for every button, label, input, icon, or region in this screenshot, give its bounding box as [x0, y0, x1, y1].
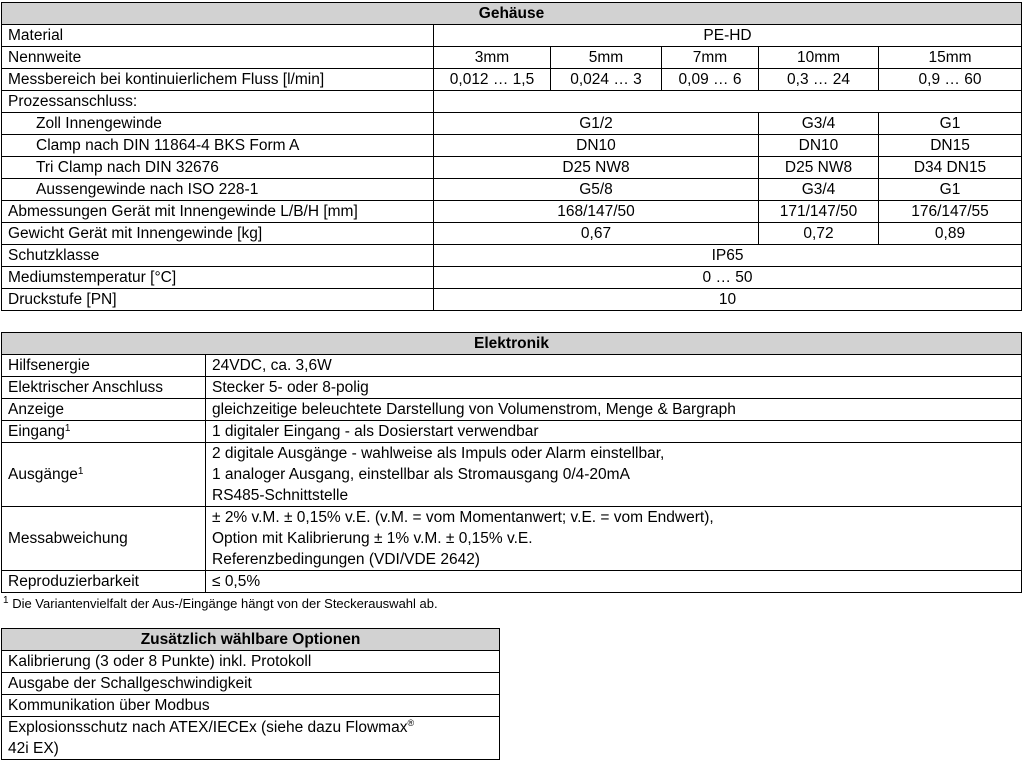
zoll-large-value: G1	[879, 113, 1022, 135]
table-row	[2, 179, 1022, 201]
row-label-hilfsenergie: Hilfsenergie	[2, 355, 206, 377]
table-row	[2, 245, 1022, 267]
table-row	[2, 673, 500, 695]
clamp-mid-value: DN10	[759, 135, 879, 157]
ausgaenge-line: RS485-Schnittstelle	[212, 487, 349, 504]
schutzklasse-value: IP65	[434, 245, 1022, 267]
gehaeuse-table	[1, 2, 1022, 311]
triclamp-large-value: D34 DN15	[879, 157, 1022, 179]
row-label-material: Material	[2, 25, 434, 47]
row-label-mediumstemperatur: Mediumstemperatur [°C]	[2, 267, 434, 289]
table-row	[2, 157, 1022, 179]
ausgaenge-line: 2 digitale Ausgänge - wahlweise als Impuls oder Alarm einstellbar,	[212, 445, 665, 462]
aussengewinde-mid-value: G3/4	[759, 179, 879, 201]
table-row	[2, 113, 1022, 135]
elektronik-header-row	[2, 333, 1022, 355]
table-row	[2, 47, 1022, 69]
row-label-aussengewinde: Aussengewinde nach ISO 228-1	[2, 179, 434, 201]
ausgaenge-value	[206, 443, 1022, 507]
ausgaenge-line: 1 analoger Ausgang, einstellbar als Stromausgang 0/4-20mA	[212, 466, 630, 483]
row-label-messabweichung: Messabweichung	[2, 507, 206, 571]
table-row	[2, 695, 500, 717]
eingang-value: 1 digitaler Eingang - als Dosierstart verwendbar	[206, 421, 1022, 443]
eingang-label-text: Eingang	[8, 422, 65, 440]
druckstufe-value: 10	[434, 289, 1022, 311]
table-row	[2, 25, 1022, 47]
row-label-nennweite: Nennweite	[2, 47, 434, 69]
table-row	[2, 91, 1022, 113]
footnote-marker: 1	[64, 422, 71, 434]
messabweichung-line: Option mit Kalibrierung ± 1% v.M. ± 0,15% v.E.	[212, 530, 533, 547]
row-label-zoll: Zoll Innengewinde	[2, 113, 434, 135]
messbereich-value: 0,012 … 1,5	[434, 69, 551, 91]
table-row	[2, 507, 1022, 571]
nennweite-value: 15mm	[879, 47, 1022, 69]
anschluss-value: Stecker 5- oder 8-polig	[206, 377, 1022, 399]
atex-text: Explosionsschutz nach ATEX/IECEx (siehe dazu Flowmax	[8, 719, 408, 736]
messbereich-value: 0,09 … 6	[662, 69, 759, 91]
registered-mark: ®	[407, 718, 415, 728]
clamp-small-value: DN10	[434, 135, 759, 157]
row-label-abmessungen: Abmessungen Gerät mit Innengewinde L/B/H [mm]	[2, 201, 434, 223]
zoll-mid-value: G3/4	[759, 113, 879, 135]
reproduzierbarkeit-value: ≤ 0,5%	[206, 571, 1022, 593]
messabweichung-line: ± 2% v.M. ± 0,15% v.E. (v.M. = vom Momentanwert; v.E. = vom Endwert),	[212, 509, 714, 526]
optionen-header-row	[2, 629, 500, 651]
table-row	[2, 571, 1022, 593]
option-item-atex	[2, 717, 500, 760]
gehaeuse-header-row	[2, 3, 1022, 25]
optionen-table	[1, 628, 500, 760]
gewicht-large-value: 0,89	[879, 223, 1022, 245]
gewicht-small-value: 0,67	[434, 223, 759, 245]
material-value: PE-HD	[434, 25, 1022, 47]
table-row	[2, 377, 1022, 399]
atex-text-continued: 42i EX)	[8, 740, 59, 757]
ausgaenge-label-text: Ausgänge	[8, 465, 78, 483]
hilfsenergie-value: 24VDC, ca. 3,6W	[206, 355, 1022, 377]
elektronik-table	[1, 332, 1022, 593]
table-row	[2, 267, 1022, 289]
row-label-gewicht: Gewicht Gerät mit Innengewinde [kg]	[2, 223, 434, 245]
table-row	[2, 223, 1022, 245]
row-label-reproduzierbarkeit: Reproduzierbarkeit	[2, 571, 206, 593]
table-row	[2, 717, 500, 760]
row-label-prozessanschluss: Prozessanschluss:	[2, 91, 434, 113]
triclamp-mid-value: D25 NW8	[759, 157, 879, 179]
gewicht-mid-value: 0,72	[759, 223, 879, 245]
nennweite-value: 3mm	[434, 47, 551, 69]
footnote	[3, 596, 438, 611]
table-row	[2, 651, 500, 673]
row-label-messbereich: Messbereich bei kontinuierlichem Fluss [l/min]	[2, 69, 434, 91]
aussengewinde-large-value: G1	[879, 179, 1022, 201]
messbereich-value: 0,9 … 60	[879, 69, 1022, 91]
clamp-large-value: DN15	[879, 135, 1022, 157]
nennweite-value: 10mm	[759, 47, 879, 69]
abmessungen-mid-value: 171/147/50	[759, 201, 879, 223]
anzeige-value: gleichzeitige beleuchtete Darstellung von Volumenstrom, Menge & Bargraph	[206, 399, 1022, 421]
table-row	[2, 201, 1022, 223]
abmessungen-small-value: 168/147/50	[434, 201, 759, 223]
empty-cell	[434, 91, 1022, 113]
nennweite-value: 5mm	[551, 47, 662, 69]
zoll-small-value: G1/2	[434, 113, 759, 135]
table-row	[2, 289, 1022, 311]
row-label-clamp: Clamp nach DIN 11864-4 BKS Form A	[2, 135, 434, 157]
footnote-text: Die Variantenvielfalt der Aus-/Eingänge hängt von der Steckerauswahl ab.	[12, 596, 438, 611]
footnote-marker: 1	[3, 595, 9, 606]
option-item: Ausgabe der Schallgeschwindigkeit	[2, 673, 500, 695]
mediumstemperatur-value: 0 … 50	[434, 267, 1022, 289]
aussengewinde-small-value: G5/8	[434, 179, 759, 201]
gehaeuse-title: Gehäuse	[2, 3, 1022, 25]
table-row	[2, 135, 1022, 157]
triclamp-small-value: D25 NW8	[434, 157, 759, 179]
table-row	[2, 443, 1022, 507]
table-row	[2, 355, 1022, 377]
row-label-triclamp: Tri Clamp nach DIN 32676	[2, 157, 434, 179]
messabweichung-line: Referenzbedingungen (VDI/VDE 2642)	[212, 551, 480, 568]
nennweite-value: 7mm	[662, 47, 759, 69]
table-row	[2, 399, 1022, 421]
table-row	[2, 421, 1022, 443]
optionen-title: Zusätzlich wählbare Optionen	[2, 629, 500, 651]
option-item: Kommunikation über Modbus	[2, 695, 500, 717]
row-label-ausgaenge	[2, 443, 206, 507]
messbereich-value: 0,3 … 24	[759, 69, 879, 91]
row-label-eingang	[2, 421, 206, 443]
messabweichung-value	[206, 507, 1022, 571]
row-label-anzeige: Anzeige	[2, 399, 206, 421]
option-item: Kalibrierung (3 oder 8 Punkte) inkl. Protokoll	[2, 651, 500, 673]
footnote-marker: 1	[77, 465, 84, 477]
abmessungen-large-value: 176/147/55	[879, 201, 1022, 223]
row-label-schutzklasse: Schutzklasse	[2, 245, 434, 267]
row-label-anschluss: Elektrischer Anschluss	[2, 377, 206, 399]
elektronik-title: Elektronik	[2, 333, 1022, 355]
table-row	[2, 69, 1022, 91]
row-label-druckstufe: Druckstufe [PN]	[2, 289, 434, 311]
messbereich-value: 0,024 … 3	[551, 69, 662, 91]
